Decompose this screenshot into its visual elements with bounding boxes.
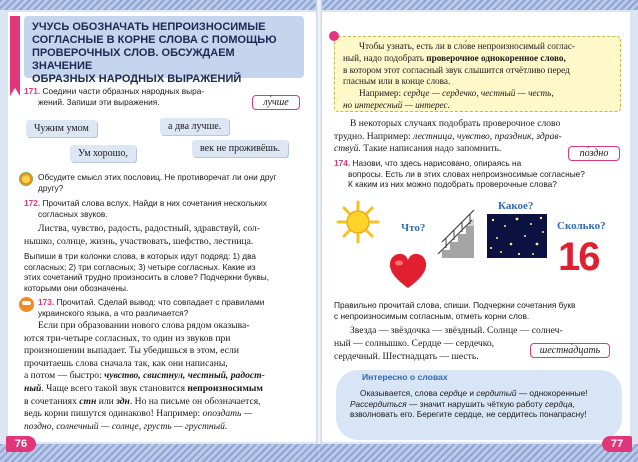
task-173-p5a: а потом — быстро: xyxy=(24,370,105,382)
task-173-p7b: стн xyxy=(79,395,97,407)
label-what: Что? xyxy=(401,222,426,234)
label-how-many: Сколько? xyxy=(557,220,606,232)
phrase-card-2: а два лучше. xyxy=(160,118,229,135)
bottom-decorative-border xyxy=(0,444,638,462)
task-174-line2: вопросы. Есть ли в этих словах непроизносимые согласные? xyxy=(348,168,585,179)
task-173-paragraph xyxy=(24,320,314,433)
task-173-p8b: опоздать — xyxy=(202,408,253,420)
task-172-number: 172. xyxy=(24,198,41,208)
task-175-words-line3: сердечный. Шестнадцать — шесть. xyxy=(334,351,479,362)
task-171-number: 171. xyxy=(24,86,41,96)
task-175-words-line1: Звезда — звёздочка — звёздный. Солнце — солнеч- xyxy=(350,325,563,336)
task-173-p3: произношении выпадает. Ты убедишься в этом, если xyxy=(24,345,239,357)
task-172-question xyxy=(24,251,312,293)
discussion-text xyxy=(38,172,308,193)
rule-line4: гласным или в конце слова. xyxy=(343,76,451,87)
heading-line-2: СОГЛАСНЫЕ В КОРНЕ СЛОВА С ПОМОЩЬЮ xyxy=(32,34,277,46)
task-173-p8a: ведь корни пишутся одинаково! Например: xyxy=(24,408,203,420)
task-173-p7e: . Но на письме он обозначается, xyxy=(129,395,261,407)
task-172-q4: которыми они обозначены. xyxy=(24,282,129,293)
interest-line1c: и xyxy=(467,388,477,398)
lesson-heading xyxy=(24,16,304,85)
task-174-text xyxy=(334,158,624,190)
cases-line3a: ствуй xyxy=(334,143,359,155)
cases-line1: В некоторых случаях подобрать проверочное слово xyxy=(350,118,561,129)
phrase-card-3: Ум хорошо, xyxy=(70,145,136,162)
interest-line2c: сердца xyxy=(545,398,573,409)
task-174-line3: К каким из них можно подобрать проверочные слова? xyxy=(348,179,557,189)
task-175-answer-box: шестна́дцать xyxy=(530,343,610,358)
task-173-line2: украинского языка, а что различается? xyxy=(38,307,189,318)
task-173-p6b: . Чаще всего такой звук становится xyxy=(41,382,188,394)
task-173-header xyxy=(38,297,310,318)
task-172-words xyxy=(24,223,312,248)
task-175-line2: с непроизносимым согласным, отметь корни слов. xyxy=(334,310,530,321)
phrase-card-1: Чужим умом xyxy=(26,120,97,137)
rule-line5a: Например: xyxy=(359,88,404,99)
task-172-line1: Прочитай слова вслух. Найди в них сочетания нескольких xyxy=(42,198,267,208)
task-171-line1: Соедини части образных народных выра- xyxy=(42,86,205,96)
discussion-line1: Обсудите смысл этих пословиц. Не противоречат ли они друг xyxy=(38,172,277,182)
interest-line2a: Рассердиться xyxy=(350,398,407,409)
heart-icon xyxy=(388,252,428,290)
discussion-line2: другу? xyxy=(38,182,64,193)
interest-line1d: сердитый xyxy=(476,388,517,398)
discussion-icon xyxy=(19,172,33,186)
phrase-card-4: век не проживёшь. xyxy=(192,140,288,157)
page-number-left: 76 xyxy=(6,436,36,452)
night-sky-icon xyxy=(487,214,547,258)
label-which: Какое? xyxy=(498,200,534,212)
cases-line3b: . Такие написания надо запомнить. xyxy=(358,143,502,155)
task-175-line1: Правильно прочитай слова, спиши. Подчеркни сочетания букв xyxy=(334,300,576,310)
heading-line-4: ОБРАЗНЫХ НАРОДНЫХ ВЫРАЖЕНИЙ xyxy=(32,73,242,85)
sun-icon xyxy=(336,200,380,244)
page-number-right: 77 xyxy=(602,436,632,452)
interest-line2b: — значит нарушить чёткую работу xyxy=(406,398,546,409)
number-illustration: 16 xyxy=(558,235,599,279)
interest-line2d: , xyxy=(572,398,575,409)
book-spine xyxy=(316,0,322,462)
interest-line1a: Оказывается, слова xyxy=(360,388,440,398)
task-173-p6c: непроизносимым xyxy=(187,382,263,394)
task-173-p7a: в сочетаниях xyxy=(24,395,80,407)
rule-line1: Чтобы узнать, есть ли в сло́ве непроизносимый соглас- xyxy=(359,41,575,51)
task-174-answer-box: по́здно xyxy=(568,146,620,161)
task-171-line2: жений. Запиши эти выражения. xyxy=(38,96,160,107)
task-171-answer-box: лу́чше xyxy=(252,95,300,110)
rule-line2b: проверочное однокоренное слово, xyxy=(426,52,566,63)
pin-icon xyxy=(329,31,339,41)
interest-line1b: сердце xyxy=(439,388,468,398)
interest-line1e: — однокоренные! xyxy=(516,388,588,398)
rule-line6: но интересный — интерес. xyxy=(343,99,450,110)
task-172-line2: согласных звуков. xyxy=(38,208,108,219)
rule-box xyxy=(334,36,621,112)
interest-title: Интересно о словах xyxy=(362,372,448,382)
task-172-q2: согласных; 2) три согласных; 3) четыре согласных. Какие из xyxy=(24,261,256,272)
task-173-p1: Если при образовании нового слова рядом оказыва- xyxy=(38,320,250,331)
rule-line3: в котором этот согласный звук слышится отчётливо перед xyxy=(343,64,570,75)
rule-line5b: сердце — сердечко, честный — честь, xyxy=(403,88,554,99)
cases-line2b: лестница, чувство, праздник, здрав- xyxy=(413,130,562,142)
task-172-text xyxy=(24,198,309,219)
interest-line3: взволновать его. Берегите сердце, не сердитесь понапрасну! xyxy=(350,409,587,419)
task-172-q1: Выпиши в три колонки слова, в которых идут подряд: 1) два xyxy=(24,251,257,261)
task-174-line1: Назови, что здесь нарисовано, опираясь на xyxy=(352,158,522,168)
task-172-words-line2: нышко, солнце, жизнь, участвовать, шефство, лестница. xyxy=(24,235,254,247)
task-173-line1: Прочитай. Сделай вывод: что совпадает с правилами xyxy=(56,297,265,307)
owl-icon xyxy=(19,297,34,312)
task-173-number: 173. xyxy=(38,297,55,307)
task-174-number: 174. xyxy=(334,158,351,168)
task-173-p7d: здн xyxy=(116,395,130,407)
task-173-p6a: ный xyxy=(24,382,42,394)
task-173-p7c: или xyxy=(96,395,117,407)
task-175-text xyxy=(334,300,626,321)
task-173-p5b: чувство, свистнул, честный, радост- xyxy=(104,370,265,382)
heading-line-3: ПРОВЕРОЧНЫХ СЛОВ. ОБСУЖДАЕМ ЗНАЧЕНИЕ xyxy=(32,47,235,72)
task-173-p2: ются три-четыре согласных, то один из звуков при xyxy=(24,332,231,344)
cases-line2a: трудно. Например: xyxy=(334,130,414,142)
bookmark-ribbon xyxy=(10,16,20,88)
staircase-icon xyxy=(428,208,480,260)
task-171-text xyxy=(24,86,254,107)
task-173-p4: прочитаешь слова сначала так, как они написаны, xyxy=(24,357,228,369)
task-172-words-line1: Листва, чувство, радость, радостный, здравствуй, сол- xyxy=(38,223,261,234)
rule-line2a: ный, надо подобрать xyxy=(343,52,427,63)
task-175-words-line2: ный — солнышко. Сердце — сердечко, xyxy=(334,338,495,349)
task-172-q3: этих сочетаний трудно произносить в слове? Подчеркни буквы, xyxy=(24,272,270,282)
task-173-p9: поздно, солнечный — солнце, грусть — грустный. xyxy=(24,420,228,432)
heading-line-1: УЧУСЬ ОБОЗНАЧАТЬ НЕПРОИЗНОСИМЫЕ xyxy=(32,21,266,33)
